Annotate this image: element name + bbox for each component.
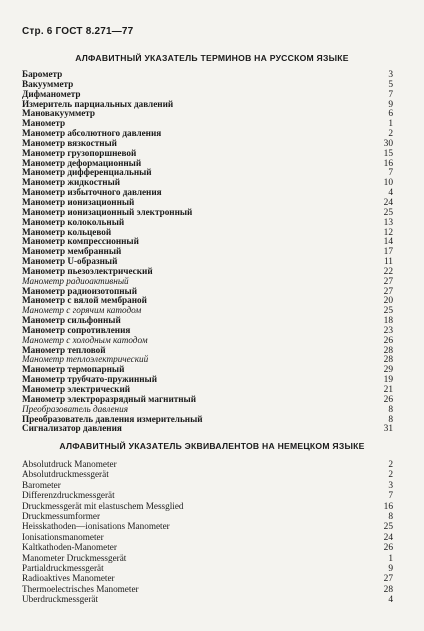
german-index-title: АЛФАВИТНЫЙ УКАЗАТЕЛЬ ЭКВИВАЛЕНТОВ НА НЕМЕЦКОМ ЯЗЫКЕ (59, 441, 365, 451)
index-number: 25 (383, 207, 393, 218)
index-number: 2 (388, 470, 393, 481)
index-entry (22, 501, 393, 511)
index-term: Манометр компрессионный (22, 236, 139, 247)
index-term: Radioaktives Manometer (22, 573, 115, 584)
index-number: 26 (383, 394, 393, 405)
page-header: Стр. 6 ГОСТ 8.271—77 (22, 26, 134, 37)
index-term: Манометр термопарный (22, 364, 125, 375)
index-number: 16 (383, 501, 393, 512)
index-term: Манометр с горячим катодом (22, 305, 142, 316)
index-number: 1 (388, 119, 393, 130)
index-number: 24 (383, 197, 393, 208)
index-number: 18 (383, 316, 393, 327)
index-number: 26 (383, 543, 393, 554)
index-number: 15 (383, 148, 393, 159)
index-number: 9 (388, 564, 393, 575)
index-entry (22, 490, 393, 500)
index-number: 30 (383, 138, 393, 149)
index-number: 20 (383, 296, 393, 307)
index-term: Манометр ионизационный электронный (22, 206, 193, 217)
index-term: Мановакуумметр (22, 108, 96, 119)
index-number: 14 (383, 237, 393, 248)
index-term: Манометр деформационный (22, 157, 142, 168)
index-number: 7 (388, 89, 393, 100)
index-number: 27 (383, 286, 393, 297)
index-term: Манометр (22, 118, 66, 129)
index-term: Absolutdruckmessgerät (22, 469, 109, 480)
index-term: Измеритель парциальных давлений (22, 98, 174, 109)
index-number: 16 (383, 158, 393, 169)
index-term: Манометр мембранный (22, 246, 122, 257)
index-entry (22, 469, 393, 479)
index-number: 17 (383, 247, 393, 258)
index-entry (22, 424, 393, 434)
index-number: 7 (388, 168, 393, 179)
index-number: 13 (383, 217, 393, 228)
index-term: Манометр избыточного давления (22, 187, 162, 198)
index-number: 12 (383, 227, 393, 238)
index-number: 4 (388, 595, 393, 606)
index-number: 23 (383, 325, 393, 336)
index-term: Манометр с холодным катодом (22, 334, 148, 345)
index-term: Вакуумметр (22, 78, 74, 89)
index-term: Kaltkathoden-Manometer (22, 542, 117, 553)
index-term: Манометр теплоэлектрический (22, 354, 149, 365)
index-term: Манометр абсолютного давления (22, 128, 162, 139)
index-term: Манометр сопротивления (22, 324, 131, 335)
index-term: Heisskathoden—ionisations Manometer (22, 521, 170, 532)
index-number: 1 (388, 553, 393, 564)
index-number: 28 (383, 345, 393, 356)
index-term: Манометр радиоизотопный (22, 285, 138, 296)
index-entry (22, 532, 393, 542)
index-number: 8 (388, 414, 393, 425)
index-entry (22, 480, 393, 490)
russian-index-title: АЛФАВИТНЫЙ УКАЗАТЕЛЬ ТЕРМИНОВ НА РУССКОМ ЯЗЫКЕ (75, 53, 349, 63)
index-number: 8 (388, 512, 393, 523)
index-entry (22, 584, 393, 594)
index-number: 3 (388, 480, 393, 491)
index-number: 24 (383, 532, 393, 543)
index-term: Манометр радиоактивный (22, 275, 129, 286)
index-number: 8 (388, 404, 393, 415)
index-entry (22, 109, 393, 119)
russian-index-list (22, 70, 393, 434)
index-term: Манометр сильфонный (22, 315, 121, 326)
index-term: Манометр электрический (22, 384, 131, 394)
index-term: Манометр пьезоэлектрический (22, 265, 153, 276)
index-entry (22, 573, 393, 583)
index-entry (22, 521, 393, 531)
index-number: 27 (383, 574, 393, 585)
index-term: Манометр ионизационный (22, 196, 135, 207)
index-entry (22, 594, 393, 604)
index-number: 19 (383, 375, 393, 386)
index-term: Манометр U-образный (22, 256, 118, 267)
index-term: Сигнализатор давления (22, 423, 122, 434)
index-number: 27 (383, 276, 393, 287)
index-term: Манометр электроразрядный магнитный (22, 393, 197, 404)
index-number: 21 (383, 385, 393, 395)
index-term: Druckmessgerät mit elastuschem Messglied (22, 500, 184, 511)
index-number: 26 (383, 335, 393, 346)
index-number: 7 (388, 491, 393, 502)
index-term: Uberdruckmessgerät (22, 594, 99, 605)
index-number: 4 (388, 188, 393, 199)
index-entry (22, 511, 393, 521)
index-number: 29 (383, 365, 393, 376)
index-number: 6 (388, 109, 393, 120)
index-term: Barometer (22, 479, 61, 490)
index-number: 28 (383, 584, 393, 595)
index-number: 9 (388, 99, 393, 110)
index-term: Манометр дифференциальный (22, 167, 152, 178)
index-entry (22, 563, 393, 573)
index-number: 5 (388, 79, 393, 90)
index-number: 10 (383, 178, 393, 189)
index-term: Дифманометр (22, 88, 81, 99)
index-term: Thermoelectrisches Manometer (22, 583, 139, 594)
index-number: 25 (383, 306, 393, 317)
index-term: Манометр грузопоршневой (22, 147, 137, 158)
index-number: 2 (388, 129, 393, 140)
index-term: Манометр вязкостный (22, 137, 117, 148)
index-number: 25 (383, 522, 393, 533)
index-number: 2 (388, 460, 393, 470)
index-number: 22 (383, 266, 393, 277)
german-index-list (22, 459, 393, 605)
index-term: Барометр (22, 69, 63, 79)
index-entry (22, 553, 393, 563)
index-term: Manometer Druckmessgerät (22, 552, 127, 563)
index-number: 31 (383, 424, 393, 435)
index-term: Druckmessumformer (22, 511, 101, 522)
index-term: Differenzdruckmessgerät (22, 490, 115, 501)
index-number: 3 (388, 70, 393, 80)
index-term: Partialdruckmessgerät (22, 563, 104, 574)
index-number: 28 (383, 355, 393, 366)
index-number: 11 (383, 257, 393, 268)
index-term: Преобразователь давления (22, 403, 128, 414)
index-term: Манометр колокольный (22, 216, 125, 227)
index-entry (22, 459, 393, 469)
index-term: Манометр жидкостный (22, 177, 121, 188)
index-term: Манометр кольцевой (22, 226, 112, 237)
index-entry (22, 542, 393, 552)
index-term: Манометр с вялой мембраной (22, 295, 147, 306)
index-term: Absolutdruck Manometer (22, 459, 117, 469)
index-term: Преобразователь давления измерительный (22, 413, 203, 424)
index-term: Ionisationsmanometer (22, 531, 104, 542)
index-term: Манометр тепловой (22, 344, 106, 355)
index-entry (22, 70, 393, 80)
index-term: Манометр трубчато-пружинный (22, 374, 158, 385)
